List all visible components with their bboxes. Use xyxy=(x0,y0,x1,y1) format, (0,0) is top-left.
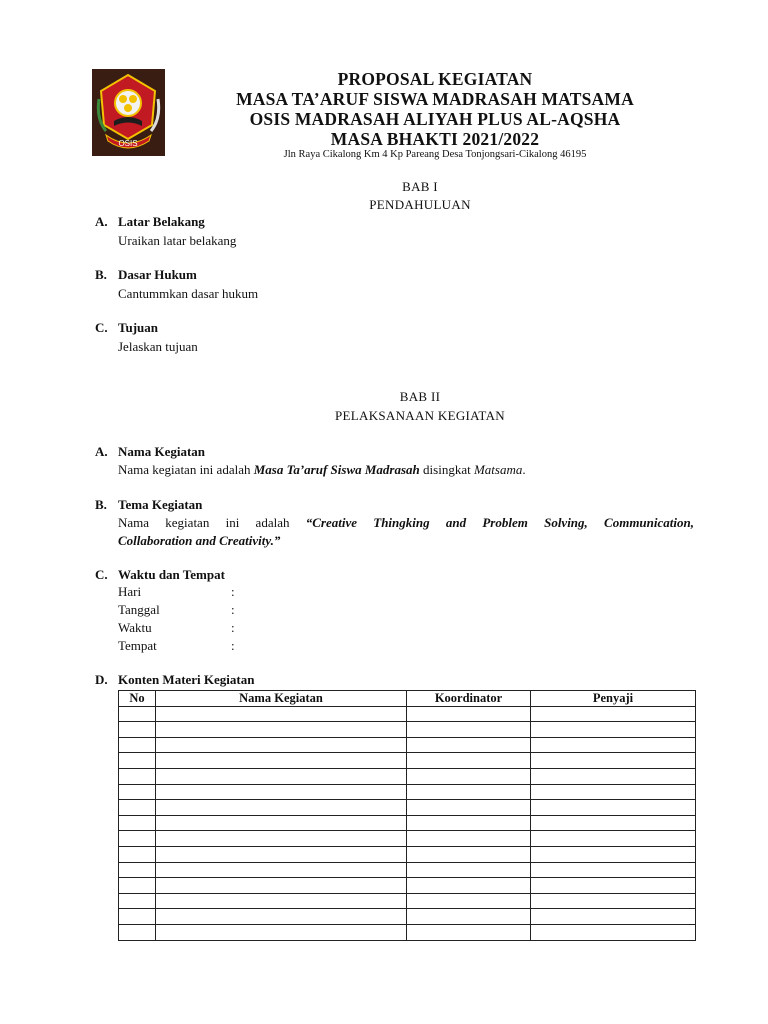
section-title-latar-belakang: Latar Belakang xyxy=(118,214,205,229)
nama-abbreviation: Matsama xyxy=(473,462,523,477)
section-title-tema-kegiatan: Tema Kegiatan xyxy=(118,497,203,512)
section-letter: B. xyxy=(95,497,107,512)
title-organization: OSIS MADRASAH ALIYAH PLUS AL-AQSHA xyxy=(249,109,621,129)
title-event: MASA TA’ARUF SISWA MADRASAH MATSAMA xyxy=(236,89,634,109)
table-cell xyxy=(119,706,156,722)
tema-value-part-2: Collaboration and Creativity.” xyxy=(118,533,281,548)
table-cell xyxy=(407,815,531,831)
table-cell xyxy=(119,722,156,738)
field-colon: : xyxy=(231,584,235,599)
field-label-waktu: Waktu xyxy=(118,620,152,635)
table-cell xyxy=(531,753,696,769)
table-cell xyxy=(531,784,696,800)
table-row xyxy=(119,846,696,862)
table-cell xyxy=(156,815,407,831)
field-colon: : xyxy=(231,620,235,635)
title-proposal: PROPOSAL KEGIATAN xyxy=(337,69,533,89)
tema-prefix: Nama kegiatan ini adalah xyxy=(118,515,306,530)
table-cell xyxy=(531,815,696,831)
table-row xyxy=(119,784,696,800)
table-cell xyxy=(407,737,531,753)
nama-suffix: . xyxy=(522,462,526,477)
table-cell xyxy=(407,893,531,909)
table-cell xyxy=(119,800,156,816)
section-title-konten-materi: Konten Materi Kegiatan xyxy=(118,672,255,687)
table-cell xyxy=(119,909,156,925)
table-row xyxy=(119,831,696,847)
table-cell xyxy=(119,831,156,847)
logo-text: OSIS xyxy=(118,139,138,148)
section-letter: A. xyxy=(95,444,108,459)
table-cell xyxy=(531,878,696,894)
bab2-number: BAB II xyxy=(399,389,441,404)
table-row xyxy=(119,909,696,925)
table-row xyxy=(119,815,696,831)
table-cell xyxy=(531,924,696,940)
bab1-number: BAB I xyxy=(402,179,438,194)
table-cell xyxy=(407,706,531,722)
table-row xyxy=(119,800,696,816)
table-cell xyxy=(531,893,696,909)
column-header-nama-kegiatan: Nama Kegiatan xyxy=(156,691,407,707)
table-cell xyxy=(119,737,156,753)
table-cell xyxy=(119,862,156,878)
table-cell xyxy=(119,768,156,784)
address: Jln Raya Cikalong Km 4 Kp Pareang Desa Tonjongsari-Cikalong 46195 xyxy=(283,149,587,160)
tema-line-2 xyxy=(118,532,280,549)
table-cell xyxy=(407,753,531,769)
table-cell xyxy=(531,706,696,722)
table-cell xyxy=(119,784,156,800)
section-body-latar-belakang: Uraikan latar belakang xyxy=(118,233,237,248)
table-cell xyxy=(156,800,407,816)
table-cell xyxy=(119,893,156,909)
table-cell xyxy=(156,753,407,769)
column-header-koordinator: Koordinator xyxy=(407,691,531,707)
osis-logo xyxy=(92,69,165,156)
table-cell xyxy=(119,924,156,940)
table-cell xyxy=(156,722,407,738)
table-row xyxy=(119,862,696,878)
field-label-tempat: Tempat xyxy=(118,638,157,653)
table-cell xyxy=(156,846,407,862)
table-cell xyxy=(156,706,407,722)
section-title-nama-kegiatan: Nama Kegiatan xyxy=(118,444,206,459)
table-cell xyxy=(407,846,531,862)
nama-middle: disingkat xyxy=(419,462,474,477)
table-cell xyxy=(531,831,696,847)
table-cell xyxy=(156,784,407,800)
tema-line-1 xyxy=(118,514,694,531)
table-cell xyxy=(407,831,531,847)
section-body-dasar-hukum: Cantummkan dasar hukum xyxy=(118,286,259,301)
table-header-row xyxy=(119,691,696,707)
table-cell xyxy=(531,846,696,862)
table-cell xyxy=(156,893,407,909)
table-row xyxy=(119,878,696,894)
table-row xyxy=(119,924,696,940)
table-cell xyxy=(119,878,156,894)
section-letter: C. xyxy=(95,320,108,335)
table-cell xyxy=(156,862,407,878)
nama-prefix: Nama kegiatan ini adalah xyxy=(118,462,254,477)
table-cell xyxy=(156,909,407,925)
table-cell xyxy=(531,909,696,925)
bab1-title: PENDAHULUAN xyxy=(369,197,471,212)
section-title-dasar-hukum: Dasar Hukum xyxy=(118,267,197,282)
section-title-tujuan: Tujuan xyxy=(118,320,158,335)
table-row xyxy=(119,768,696,784)
table-cell xyxy=(407,768,531,784)
table-row xyxy=(119,893,696,909)
table-cell xyxy=(407,800,531,816)
table-row xyxy=(119,722,696,738)
table-row xyxy=(119,753,696,769)
field-label-tanggal: Tanggal xyxy=(118,602,160,617)
table-cell xyxy=(156,768,407,784)
table-cell xyxy=(531,737,696,753)
table-cell xyxy=(119,846,156,862)
field-colon: : xyxy=(231,638,235,653)
tema-value-part-1: “Creative Thingking and Problem Solving, Communication, xyxy=(305,515,694,530)
section-title-waktu-tempat: Waktu dan Tempat xyxy=(118,567,225,582)
table-cell xyxy=(531,722,696,738)
table-cell xyxy=(407,784,531,800)
section-letter: B. xyxy=(95,267,107,282)
table-row xyxy=(119,737,696,753)
konten-materi-table xyxy=(118,690,696,941)
column-header-no: No xyxy=(119,691,156,707)
section-letter: C. xyxy=(95,567,108,582)
osis-logo-emblem-icon xyxy=(92,69,165,156)
field-label-hari: Hari xyxy=(118,584,142,599)
title-period: MASA BHAKTI 2021/2022 xyxy=(330,129,540,149)
field-colon: : xyxy=(231,602,235,617)
section-body-tujuan: Jelaskan tujuan xyxy=(118,339,198,354)
table-cell xyxy=(531,862,696,878)
table-cell xyxy=(407,862,531,878)
table-row xyxy=(119,706,696,722)
table-body xyxy=(119,706,696,940)
table-cell xyxy=(407,909,531,925)
table-cell xyxy=(156,924,407,940)
bab2-title: PELAKSANAAN KEGIATAN xyxy=(335,408,505,423)
column-header-penyaji: Penyaji xyxy=(531,691,696,707)
table-cell xyxy=(531,800,696,816)
table-cell xyxy=(119,815,156,831)
table-cell xyxy=(119,753,156,769)
table-cell xyxy=(156,878,407,894)
table-cell xyxy=(407,878,531,894)
table-cell xyxy=(407,924,531,940)
table-cell xyxy=(407,722,531,738)
section-body-nama-kegiatan xyxy=(118,461,526,478)
nama-kegiatan-value: Masa Ta’aruf Siswa Madrasah xyxy=(253,462,420,477)
section-letter: D. xyxy=(95,672,108,687)
table-cell xyxy=(156,831,407,847)
table-cell xyxy=(531,768,696,784)
table-cell xyxy=(156,737,407,753)
section-letter: A. xyxy=(95,214,108,229)
